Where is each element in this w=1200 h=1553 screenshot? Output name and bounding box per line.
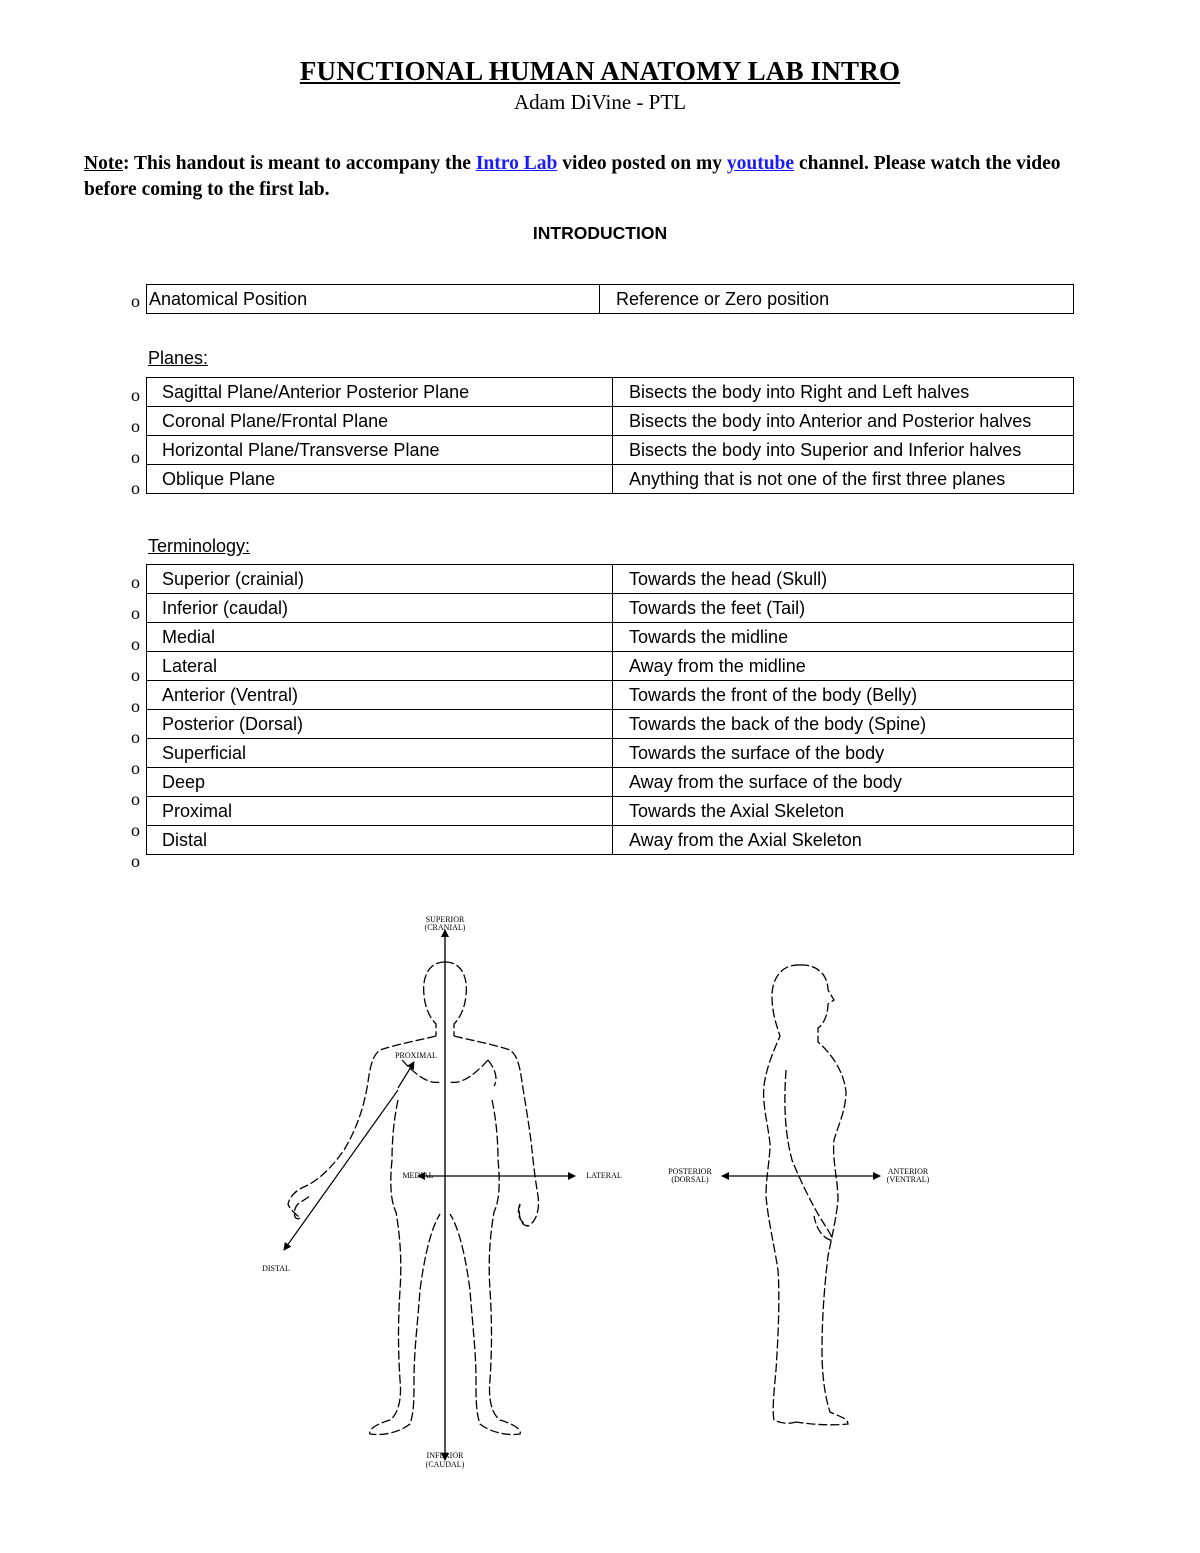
label-caudal: (CAUDAL) [425, 1460, 465, 1469]
bullet-marker: o [131, 416, 140, 436]
bullet-marker: o [131, 820, 140, 840]
label-ventral: (VENTRAL) [886, 1175, 930, 1184]
youtube-link[interactable]: youtube [726, 153, 795, 174]
definition-cell: Towards the midline [613, 623, 1074, 652]
bullet-marker: o [131, 727, 140, 747]
front-axes [284, 930, 575, 1460]
definition-cell: Bisects the body into Superior and Inferior halves [613, 436, 1074, 465]
bullet-marker: o [131, 447, 140, 467]
note-text-1: : This handout is meant to accompany the [122, 153, 476, 174]
note-text-2: video posted on my [557, 153, 727, 174]
term-cell: Posterior (Dorsal) [147, 710, 613, 739]
bullet-marker: o [131, 603, 140, 623]
definition-cell: Bisects the body into Anterior and Posterior halves [613, 407, 1074, 436]
label-medial: MEDIAL [402, 1171, 434, 1180]
bullet-marker: o [131, 291, 140, 311]
note-text-3: channel. Please watch the video before coming to the first lab. [84, 153, 1061, 200]
definition-cell: Away from the surface of the body [613, 768, 1074, 797]
distal-arrow [284, 1090, 398, 1250]
term-cell: Oblique Plane [147, 465, 613, 494]
terminology-heading: Terminology: [148, 536, 251, 556]
definition-cell: Reference or Zero position [600, 285, 1074, 314]
label-posterior: POSTERIOR [668, 1167, 712, 1176]
term-cell: Lateral [147, 652, 613, 681]
term-cell: Coronal Plane/Frontal Plane [147, 407, 613, 436]
bullet-marker: o [131, 851, 140, 871]
definition-cell: Towards the feet (Tail) [613, 594, 1074, 623]
label-dorsal: (DORSAL) [671, 1175, 709, 1184]
label-superior: SUPERIOR [425, 915, 465, 924]
term-cell: Proximal [147, 797, 613, 826]
author-line: Adam DiVine - PTL [514, 90, 686, 114]
definition-cell: Away from the Axial Skeleton [613, 826, 1074, 855]
bullet-marker: o [131, 758, 140, 778]
definition-cell: Anything that is not one of the first three planes [613, 465, 1074, 494]
label-inferior: INFERIOR [426, 1451, 464, 1460]
bullet-marker: o [131, 634, 140, 654]
bullet-marker: o [131, 385, 140, 405]
definition-cell: Towards the back of the body (Spine) [613, 710, 1074, 739]
definition-cell: Towards the head (Skull) [613, 565, 1074, 594]
term-cell: Superior (crainial) [147, 565, 613, 594]
note-label: Note [84, 153, 123, 174]
term-cell: Horizontal Plane/Transverse Plane [147, 436, 613, 465]
term-cell: Sagittal Plane/Anterior Posterior Plane [147, 378, 613, 407]
label-proximal: PROXIMAL [395, 1051, 437, 1060]
label-distal: DISTAL [262, 1264, 290, 1273]
label-anterior: ANTERIOR [887, 1167, 929, 1176]
proximal-arrow [398, 1062, 414, 1088]
term-cell: Anatomical Position [147, 285, 600, 314]
bullet-marker: o [131, 572, 140, 592]
side-body-outline [764, 965, 848, 1425]
term-cell: Anterior (Ventral) [147, 681, 613, 710]
term-cell: Medial [147, 623, 613, 652]
bullet-marker: o [131, 789, 140, 809]
intro-lab-link[interactable]: Intro Lab [475, 153, 558, 174]
front-body-outline [288, 962, 539, 1435]
page-title: FUNCTIONAL HUMAN ANATOMY LAB INTRO [299, 56, 901, 86]
definition-cell: Bisects the body into Right and Left halves [613, 378, 1074, 407]
definition-cell: Away from the midline [613, 652, 1074, 681]
bullet-marker: o [131, 478, 140, 498]
term-cell: Deep [147, 768, 613, 797]
label-lateral: LATERAL [586, 1171, 622, 1180]
definition-cell: Towards the Axial Skeleton [613, 797, 1074, 826]
definition-cell: Towards the front of the body (Belly) [613, 681, 1074, 710]
section-heading-introduction: INTRODUCTION [532, 223, 668, 243]
definition-cell: Towards the surface of the body [613, 739, 1074, 768]
label-cranial: (CRANIAL) [424, 923, 466, 932]
bullet-marker: o [131, 665, 140, 685]
term-cell: Inferior (caudal) [147, 594, 613, 623]
bullet-marker: o [131, 696, 140, 716]
term-cell: Superficial [147, 739, 613, 768]
term-cell: Distal [147, 826, 613, 855]
planes-heading: Planes: [148, 348, 209, 368]
